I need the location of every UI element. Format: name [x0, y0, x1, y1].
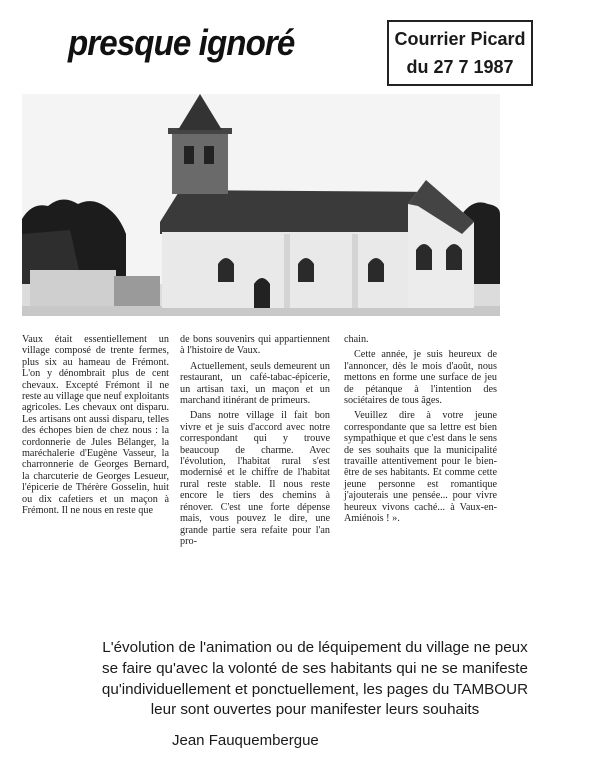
article-paragraph: Vaux était essentiellement un village composé de trente fermes, plus six au hameau de Frémont. L'on y dénombrait plus de cent chevaux. Excepté Frémont il ne reste au village que neuf exploitants agricoles. Les chevaux ont disparu. Les artisans ont aussi disparu, telles des échopes bien de chez nous : la cordonnerie de Jules Bélanger, la maréchalerie d'Eugène Vasseur, la charronnerie de Georges Bernard, la charcuterie de Georges Lesueur, l'épicerie de Thérère Gosselin, huit ou dix cafetiers et un maçon à Frémont. Il ne nous en reste que	[22, 334, 169, 517]
church-photo	[22, 94, 500, 316]
article-paragraph: Actuellement, seuls demeurent un restaurant, un café-tabac-épicerie, un artisan taxi, un maçon et un marchand itinérant de primeurs.	[180, 360, 330, 407]
article-paragraph: Veuillez dire à votre jeune correspondante que sa lettre est bien sympathique et que c'est dans le sens de ses souhaits que la municipalité travaille attentivement pour le bien-être de ses habitants. Et comme cette jeune personne est romantique j'ajouterais une pensée... pour vivre heureux vivons caché... à Vaux-en-Amiénois ! ».	[344, 410, 497, 525]
source-date: du 27 7 1987	[406, 57, 514, 77]
article-paragraph: de bons souvenirs qui appartiennent à l'histoire de Vaux.	[180, 334, 330, 357]
article-column-2	[180, 334, 330, 547]
article-paragraph: Dans notre village il fait bon vivre et je suis d'accord avec notre correspondant qui y trouve beaucoup de charme. Avec l'évolution, l'habitat rural s'est modernisé et le chiffre de l'habitat rural reste stable. Il nous reste encore le tiers des chemins à rénover. C'est une forte dépense mais, vous pouvez le dire, une grande partie sera refaite pour l'an pro-	[180, 410, 330, 547]
article-column-3	[344, 334, 497, 525]
article-column-1	[22, 334, 169, 517]
article-paragraph: Cette année, je suis heureux de l'annoncer, dès le mois d'août, nous mettons en forme une surface de jeu de pétanque à l'intention des sociétaires de tous âges.	[344, 349, 497, 407]
source-newspaper: Courrier Picard	[394, 29, 526, 49]
signature: Jean Fauquembergue	[172, 732, 319, 749]
headline: presque ignoré	[68, 22, 295, 63]
source-box	[387, 20, 533, 86]
editorial-caption: L'évolution de l'animation ou de léquipement du village ne peux se faire qu'avec la volonté de ses habitants qui ne se manifeste qu'individuellement et ponctuellement, les pages du TAMBOUR leur sont ouvertes pour manifester leurs souhaits	[101, 639, 529, 719]
article-paragraph: chain.	[344, 334, 369, 345]
